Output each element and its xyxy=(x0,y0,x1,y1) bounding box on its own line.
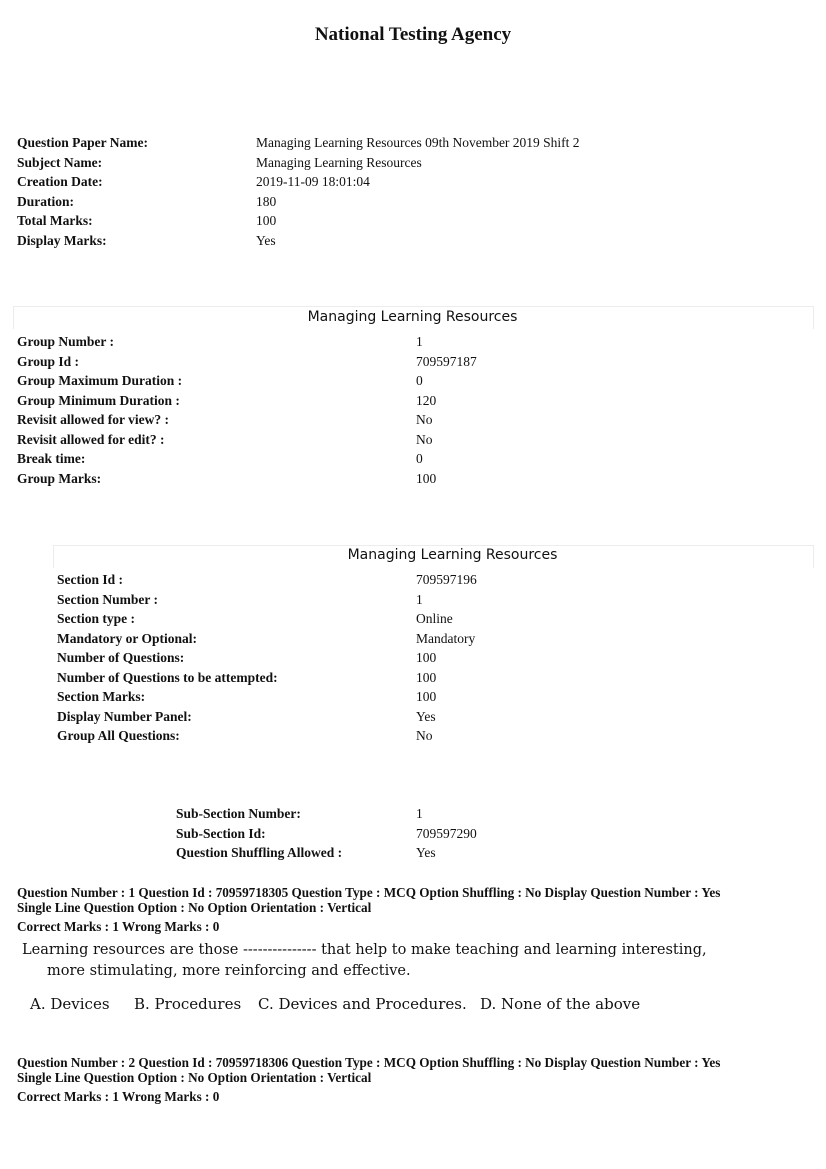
creation-date-row xyxy=(17,172,797,192)
label: Creation Date: xyxy=(17,174,103,189)
label: Group Minimum Duration : xyxy=(17,392,180,408)
subsection-id-row xyxy=(176,824,776,844)
display-marks-row xyxy=(17,231,797,251)
value: 2019-11-09 18:01:04 xyxy=(256,174,370,189)
section-heading: Managing Learning Resources xyxy=(347,547,558,563)
question-1-option-b: B. Procedures xyxy=(134,995,242,1013)
page-title: National Testing Agency xyxy=(314,24,512,45)
label: Number of Questions: xyxy=(57,650,185,665)
label: Sub-Section Id: xyxy=(176,825,266,841)
question-1-text-line2: more stimulating, more reinforcing and effective. xyxy=(47,963,411,979)
label: Group Maximum Duration : xyxy=(17,373,183,388)
label: Subject Name: xyxy=(17,154,103,170)
question-1-text-line1: Learning resources are those --------------- that help to make teaching and learning interesting, xyxy=(22,942,707,958)
section-id-row xyxy=(57,570,797,590)
value: 1 xyxy=(416,591,423,607)
revisit-view-row xyxy=(17,410,797,430)
label: Question Paper Name: xyxy=(17,135,148,150)
value: No xyxy=(416,412,433,427)
label: Display Marks: xyxy=(17,232,107,248)
label: Revisit allowed for edit? : xyxy=(17,431,165,447)
group-number-row xyxy=(17,332,797,352)
label: Group Id : xyxy=(17,353,80,369)
value: Mandatory xyxy=(416,630,476,646)
value: 1 xyxy=(416,334,423,349)
group-id-row xyxy=(17,352,797,372)
label: Duration: xyxy=(17,193,74,209)
label: Mandatory or Optional: xyxy=(57,630,198,646)
value: 0 xyxy=(416,451,423,466)
value: No xyxy=(416,431,433,447)
value: 100 xyxy=(416,650,437,665)
subject-name-row xyxy=(17,153,797,173)
value: 100 xyxy=(256,213,277,228)
value: 120 xyxy=(416,392,437,408)
question-2-marks: Correct Marks : 1 Wrong Marks : 0 xyxy=(17,1089,220,1104)
label: Total Marks: xyxy=(17,213,93,228)
subsection-number-row xyxy=(176,804,776,824)
label: Number of Questions to be attempted: xyxy=(57,669,278,685)
section-marks-row xyxy=(57,687,797,707)
question-1-meta-line1: Question Number : 1 Question Id : 70959718305 Question Type : MCQ Option Shuffling : No Display Question Number : Yes xyxy=(17,885,721,900)
subsection-info xyxy=(176,804,776,863)
question-1-option-a: A. Devices xyxy=(30,995,110,1013)
group-info xyxy=(17,332,797,488)
question-1-option-c: C. Devices and Procedures. xyxy=(258,995,467,1013)
value: 100 xyxy=(416,470,437,486)
label: Section type : xyxy=(57,611,135,626)
value: 100 xyxy=(416,669,437,685)
value: 709597290 xyxy=(416,825,477,841)
group-all-questions-row xyxy=(57,726,797,746)
question-1-meta xyxy=(17,886,720,915)
value: Yes xyxy=(416,845,436,860)
value: Yes xyxy=(256,232,276,248)
display-number-panel-row xyxy=(57,707,797,727)
label: Revisit allowed for view? : xyxy=(17,412,169,427)
value: 709597196 xyxy=(416,572,477,587)
revisit-edit-row xyxy=(17,430,797,450)
question-2-meta xyxy=(17,1056,720,1085)
question-2-meta-line1: Question Number : 2 Question Id : 70959718306 Question Type : MCQ Option Shuffling : No Display Question Number : Yes xyxy=(17,1055,721,1070)
label: Section Marks: xyxy=(57,689,146,704)
question-1-meta-line2: Single Line Question Option : No Option Orientation : Vertical xyxy=(17,899,372,915)
section-type-row xyxy=(57,609,797,629)
number-of-questions-row xyxy=(57,648,797,668)
group-min-duration-row xyxy=(17,391,797,411)
duration-row xyxy=(17,192,797,212)
value: No xyxy=(416,728,433,743)
label: Section Number : xyxy=(57,591,158,607)
value: Managing Learning Resources 09th November 2019 Shift 2 xyxy=(256,135,580,150)
label: Group All Questions: xyxy=(57,728,180,743)
total-marks-row xyxy=(17,211,797,231)
value: 1 xyxy=(416,806,423,821)
paper-name-row xyxy=(17,133,797,153)
group-heading: Managing Learning Resources xyxy=(307,309,518,325)
shuffling-allowed-row xyxy=(176,843,776,863)
value: 180 xyxy=(256,193,277,209)
label: Group Number : xyxy=(17,334,115,349)
value: Online xyxy=(416,611,453,626)
label: Sub-Section Number: xyxy=(176,806,301,821)
label: Section Id : xyxy=(57,572,124,587)
label: Display Number Panel: xyxy=(57,708,192,724)
value: Managing Learning Resources xyxy=(256,154,422,170)
questions-attempted-row xyxy=(57,668,797,688)
break-time-row xyxy=(17,449,797,469)
value: 0 xyxy=(416,373,423,388)
section-info xyxy=(57,570,797,746)
question-1-option-d: D. None of the above xyxy=(480,995,641,1013)
paper-info xyxy=(17,133,797,250)
value: Yes xyxy=(416,708,436,724)
label: Break time: xyxy=(17,451,86,466)
label: Group Marks: xyxy=(17,470,102,486)
question-1-marks: Correct Marks : 1 Wrong Marks : 0 xyxy=(17,919,220,934)
group-max-duration-row xyxy=(17,371,797,391)
group-marks-row xyxy=(17,469,797,489)
value: 709597187 xyxy=(416,353,477,369)
value: 100 xyxy=(416,689,437,704)
section-number-row xyxy=(57,590,797,610)
mandatory-row xyxy=(57,629,797,649)
label: Question Shuffling Allowed : xyxy=(176,845,343,860)
question-2-meta-line2: Single Line Question Option : No Option Orientation : Vertical xyxy=(17,1069,372,1085)
